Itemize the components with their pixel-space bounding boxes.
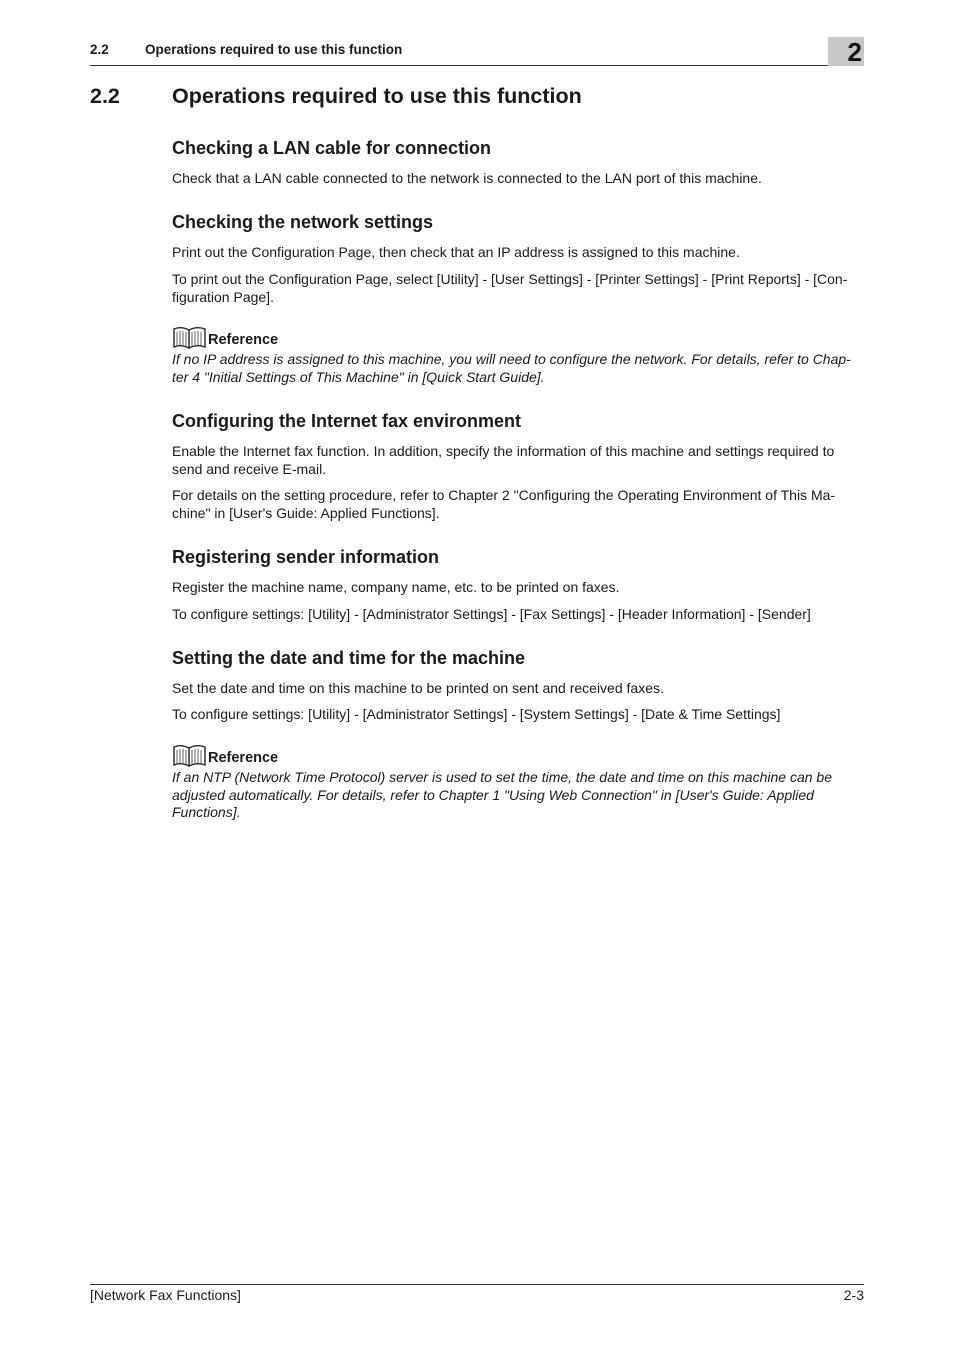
reference-label: Reference [208, 332, 279, 348]
footer-manual-title: [Network Fax Functions] [90, 1287, 241, 1303]
datetime-paragraph-1: Set the date and time on this machine to be printed on sent and received faxes. [172, 680, 664, 696]
header-section-title: Operations required to use this function [145, 42, 403, 57]
heading-lan-cable: Checking a LAN cable for connection [172, 138, 492, 158]
ifax-paragraph-2: For details on the setting procedure, refer to Chapter 2 "Configuring the Operating Environment of This Ma-chine" in [User's Guide: Applied Functions]. [172, 487, 836, 521]
reference-label: Reference [208, 750, 279, 766]
heading-date-time: Setting the date and time for the machine [172, 648, 526, 668]
reference-book-icon [172, 743, 207, 767]
page-title: Operations required to use this function [172, 84, 582, 108]
reference-text-network: If no IP address is assigned to this machine, you will need to configure the network. For details, refer to Chap-ter 4 "Initial Settings of This Machine" in [Quick Start Guide]. [172, 351, 851, 385]
chapter-number: 2 [847, 37, 862, 67]
heading-sender-info: Registering sender information [172, 547, 440, 567]
lan-paragraph-1: Check that a LAN cable connected to the network is connected to the LAN port of this machine. [172, 170, 762, 186]
network-paragraph-1: Print out the Configuration Page, then check that an IP address is assigned to this machine. [172, 244, 740, 260]
heading-internet-fax: Configuring the Internet fax environment [172, 411, 522, 431]
sender-paragraph-1: Register the machine name, company name, etc. to be printed on faxes. [172, 579, 620, 595]
heading-network-settings: Checking the network settings [172, 212, 434, 232]
page-title-number: 2.2 [90, 84, 120, 108]
running-header [90, 37, 864, 67]
ifax-paragraph-1: Enable the Internet fax function. In addition, specify the information of this machine and settings required to send and receive E-mail. [172, 443, 835, 477]
network-paragraph-2: To print out the Configuration Page, select [Utility] - [User Settings] - [Printer Settings] - [Print Reports] - [Con-figuration Page]. [172, 271, 848, 305]
datetime-paragraph-2: To configure settings: [Utility] - [Administrator Settings] - [System Settings] - [Date & Time Settings] [172, 706, 781, 722]
reference-book-icon [172, 325, 207, 349]
chapter-tab [828, 37, 864, 66]
sender-paragraph-2: To configure settings: [Utility] - [Administrator Settings] - [Fax Settings] - [Header Information] - [Sender] [172, 606, 811, 622]
footer-rule [90, 1284, 864, 1285]
reference-text-datetime: If an NTP (Network Time Protocol) server is used to set the time, the date and time on this machine can be adjusted automatically. For details, refer to Chapter 1 "Using Web Connection" in [User's Guide: Applied Functions]. [172, 769, 832, 820]
header-section-number: 2.2 [90, 42, 109, 57]
footer-page-number: 2-3 [843, 1287, 864, 1303]
